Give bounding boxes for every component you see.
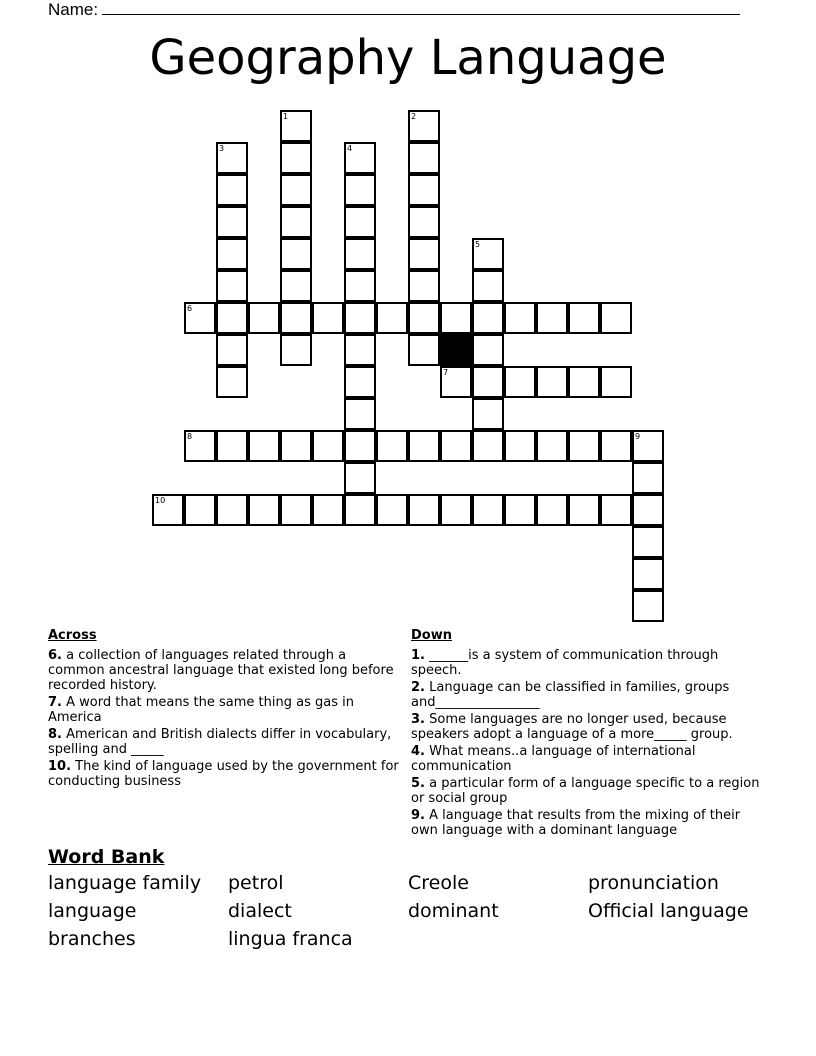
- grid-cell[interactable]: [568, 430, 600, 462]
- clue-number: 5: [475, 240, 481, 249]
- grid-cell[interactable]: [440, 430, 472, 462]
- grid-cell[interactable]: [344, 238, 376, 270]
- grid-cell[interactable]: [344, 494, 376, 526]
- grid-cell[interactable]: [280, 174, 312, 206]
- grid-cell[interactable]: [344, 366, 376, 398]
- word-bank: [48, 846, 768, 950]
- grid-cell[interactable]: [248, 494, 280, 526]
- grid-cell[interactable]: [344, 302, 376, 334]
- across-heading: Across: [48, 628, 97, 643]
- clue-number: 6: [187, 304, 193, 313]
- grid-cell[interactable]: [280, 110, 312, 142]
- grid-cell[interactable]: [248, 302, 280, 334]
- grid-cell[interactable]: [472, 302, 504, 334]
- clue-down-2: 2. Language can be classified in families, groups and________________: [411, 680, 730, 710]
- clue-number: 1: [283, 112, 289, 121]
- grid-cell[interactable]: [536, 430, 568, 462]
- grid-cell[interactable]: [568, 366, 600, 398]
- clue-down-3: 3. Some languages are no longer used, because speakers adopt a language of a more_____ group.: [411, 712, 733, 742]
- grid-cell[interactable]: [440, 494, 472, 526]
- grid-cell[interactable]: [344, 174, 376, 206]
- grid-cell[interactable]: [568, 302, 600, 334]
- word-bank-item: dialect: [228, 900, 292, 922]
- down-heading: Down: [411, 628, 452, 643]
- grid-cell[interactable]: [312, 430, 344, 462]
- word-bank-item: language family: [48, 872, 202, 894]
- word-bank-item: Creole: [408, 872, 469, 894]
- grid-cell[interactable]: [472, 270, 504, 302]
- grid-cell[interactable]: [216, 334, 248, 366]
- grid-cell[interactable]: [600, 430, 632, 462]
- word-bank-item: petrol: [228, 872, 284, 894]
- grid-cell[interactable]: [408, 110, 440, 142]
- word-bank-item: language: [48, 900, 137, 922]
- grid-cell[interactable]: [472, 494, 504, 526]
- grid-cell[interactable]: [280, 206, 312, 238]
- grid-cell[interactable]: [280, 334, 312, 366]
- clue-number: 10: [155, 496, 166, 505]
- grid-cell[interactable]: [280, 430, 312, 462]
- grid-cell[interactable]: [408, 238, 440, 270]
- grid-cell[interactable]: [216, 270, 248, 302]
- grid-cell[interactable]: [632, 526, 664, 558]
- clue-down-1: 1. ______is a system of communication through speech.: [411, 648, 719, 678]
- grid-cell[interactable]: [216, 430, 248, 462]
- grid-cell[interactable]: [472, 398, 504, 430]
- grid-cell[interactable]: [216, 494, 248, 526]
- grid-cell[interactable]: [376, 302, 408, 334]
- grid-cell[interactable]: [440, 302, 472, 334]
- grid-cell[interactable]: [216, 206, 248, 238]
- grid-cell[interactable]: [312, 302, 344, 334]
- grid-cell[interactable]: [440, 366, 472, 398]
- clue-number: 2: [411, 112, 417, 121]
- clue-across-10: 10. The kind of language used by the government for conducting business: [48, 759, 399, 789]
- grid-cell[interactable]: [408, 206, 440, 238]
- grid-cell[interactable]: [472, 334, 504, 366]
- word-bank-heading: Word Bank: [48, 846, 165, 868]
- black-cell: [440, 334, 472, 366]
- grid-cell[interactable]: [408, 270, 440, 302]
- clue-number: 8: [187, 432, 193, 441]
- grid-cell[interactable]: [504, 494, 536, 526]
- clue-down-4: 4. What means..a language of international communication: [411, 744, 696, 774]
- grid-cell[interactable]: [280, 302, 312, 334]
- grid-cell[interactable]: [216, 238, 248, 270]
- grid-cell[interactable]: [344, 206, 376, 238]
- grid-cell[interactable]: [472, 366, 504, 398]
- word-bank-list: [48, 872, 768, 950]
- grid-cell[interactable]: [504, 302, 536, 334]
- grid-cell[interactable]: [536, 302, 568, 334]
- word-bank-item: pronunciation: [588, 872, 719, 894]
- grid-cell[interactable]: [344, 142, 376, 174]
- grid-cell[interactable]: [216, 366, 248, 398]
- grid-cell[interactable]: [600, 302, 632, 334]
- grid-cell[interactable]: [344, 398, 376, 430]
- grid-cell[interactable]: [408, 142, 440, 174]
- grid-cell[interactable]: [408, 430, 440, 462]
- down-clues: [411, 628, 767, 840]
- clue-number: 9: [635, 432, 641, 441]
- grid-cell[interactable]: [472, 430, 504, 462]
- clue-number: 3: [219, 144, 225, 153]
- grid-cell[interactable]: [568, 494, 600, 526]
- grid-cell[interactable]: [632, 494, 664, 526]
- grid-cell[interactable]: [632, 590, 664, 622]
- grid-cell[interactable]: [280, 142, 312, 174]
- grid-cell[interactable]: [600, 494, 632, 526]
- grid-cell[interactable]: [408, 174, 440, 206]
- word-bank-item: lingua franca: [228, 928, 353, 950]
- word-bank-item: dominant: [408, 900, 499, 922]
- grid-cell[interactable]: [376, 430, 408, 462]
- word-bank-item: branches: [48, 928, 136, 950]
- grid-cell[interactable]: [184, 302, 216, 334]
- grid-cell[interactable]: [504, 366, 536, 398]
- grid-cell[interactable]: [376, 494, 408, 526]
- grid-cell[interactable]: [632, 462, 664, 494]
- grid-cell[interactable]: [344, 334, 376, 366]
- name-label: Name:: [48, 0, 99, 19]
- grid-cell[interactable]: [216, 142, 248, 174]
- grid-cell[interactable]: [472, 238, 504, 270]
- grid-cell[interactable]: [216, 302, 248, 334]
- clue-number: 4: [347, 144, 353, 153]
- grid-cell[interactable]: [536, 494, 568, 526]
- grid-cell[interactable]: [408, 302, 440, 334]
- clue-down-5: 5. a particular form of a language specific to a region or social group: [411, 776, 760, 806]
- grid-cell[interactable]: [280, 238, 312, 270]
- grid-cell[interactable]: [344, 430, 376, 462]
- grid-cell[interactable]: [344, 462, 376, 494]
- grid-cell[interactable]: [632, 430, 664, 462]
- grid-cell[interactable]: [152, 494, 184, 526]
- grid-cell[interactable]: [184, 430, 216, 462]
- clue-down-9: 9. A language that results from the mixing of their own language with a dominant language: [411, 808, 741, 838]
- clue-across-6: 6. a collection of languages related through a common ancestral language that existed long before recorded history.: [48, 648, 394, 693]
- grid-cell[interactable]: [248, 430, 280, 462]
- grid-cell[interactable]: [312, 494, 344, 526]
- clue-across-8: 8. American and British dialects differ in vocabulary, spelling and _____: [48, 727, 392, 757]
- grid-cell[interactable]: [632, 558, 664, 590]
- grid-cell[interactable]: [600, 366, 632, 398]
- clue-across-7: 7. A word that means the same thing as gas in America: [48, 695, 354, 725]
- clue-number: 7: [443, 368, 449, 377]
- across-clues: [48, 628, 404, 791]
- grid-cell[interactable]: [408, 334, 440, 366]
- grid-cell[interactable]: [280, 270, 312, 302]
- word-bank-item: Official language: [588, 900, 749, 922]
- grid-cell[interactable]: [216, 174, 248, 206]
- grid-cell[interactable]: [344, 270, 376, 302]
- grid-cell[interactable]: [536, 366, 568, 398]
- grid-cell[interactable]: [408, 494, 440, 526]
- grid-cell[interactable]: [504, 430, 536, 462]
- page-title: Geography Language: [149, 30, 667, 86]
- grid-cell[interactable]: [280, 494, 312, 526]
- grid-cell[interactable]: [184, 494, 216, 526]
